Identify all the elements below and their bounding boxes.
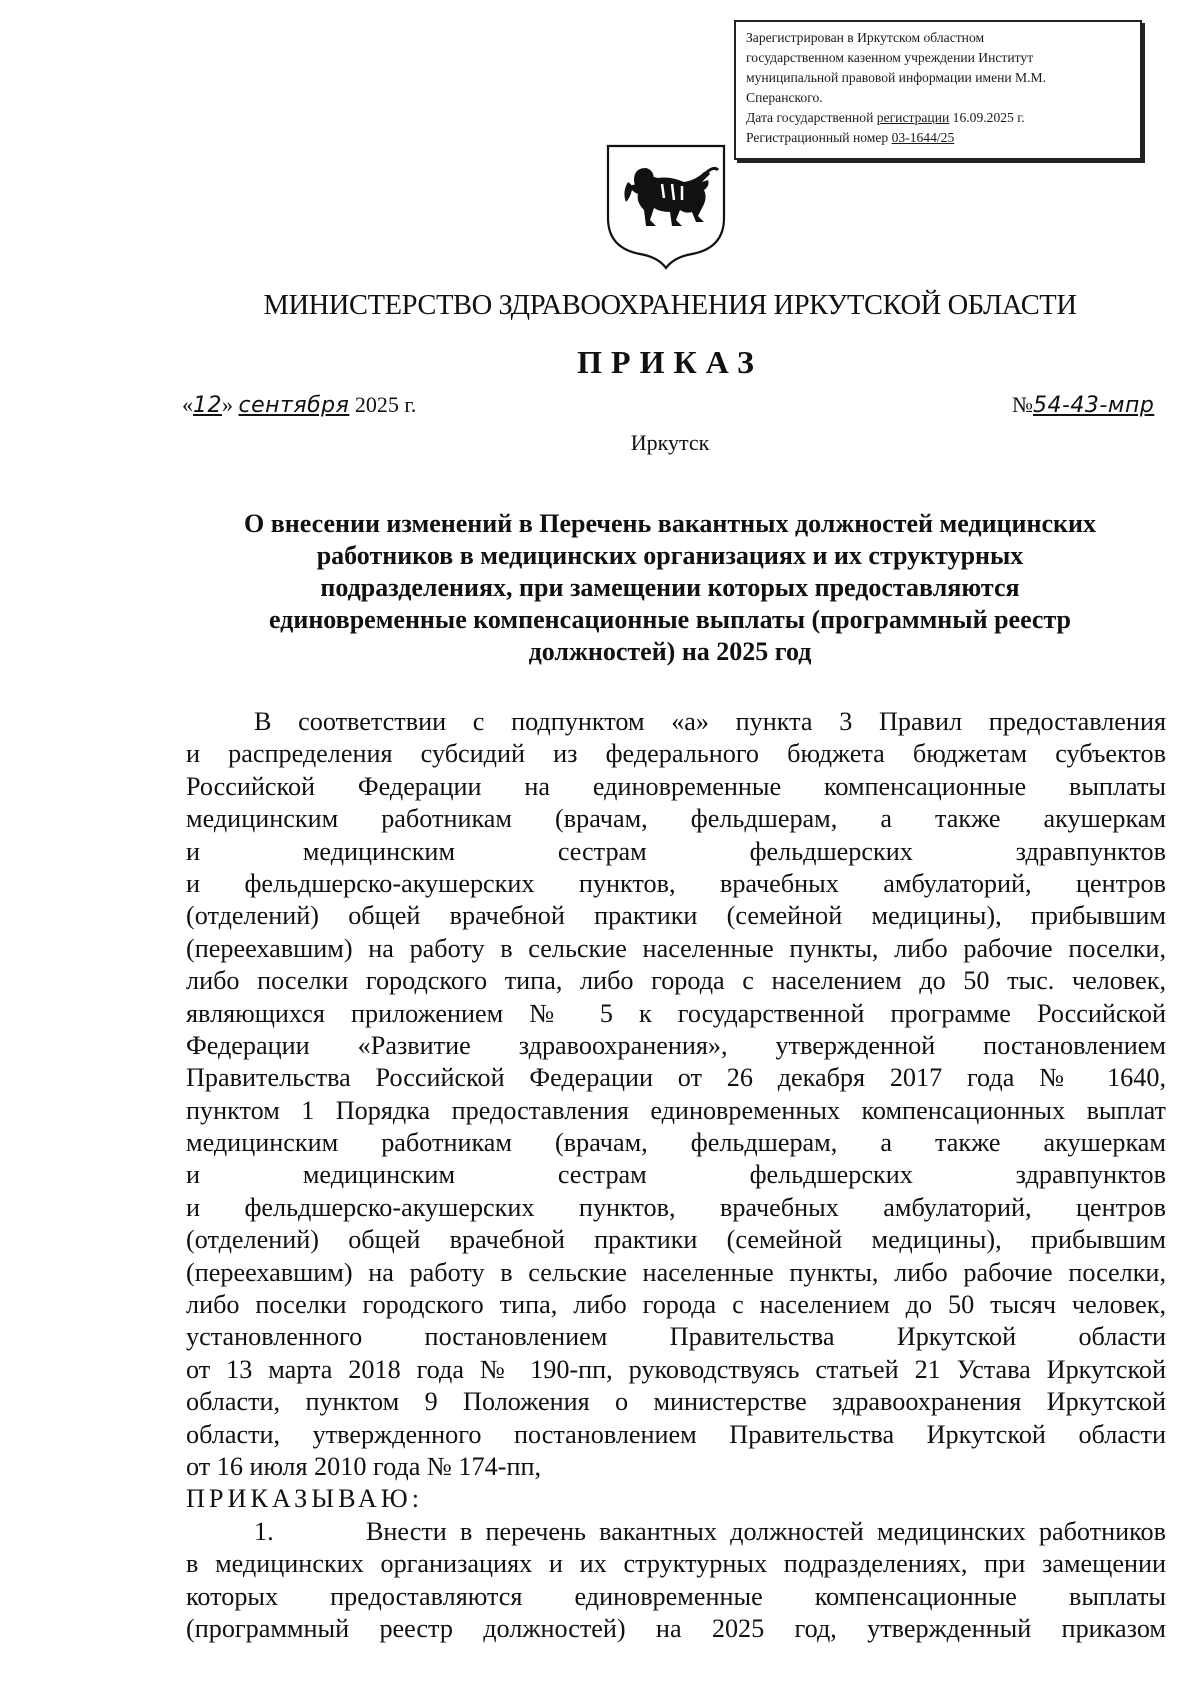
title-line: должностей) на 2025 год (528, 637, 812, 666)
title-line: подразделениях, при замещении которых предоставляются (320, 573, 1020, 602)
body-line: области, пунктом 9 Положения о министерстве здравоохранения Иркутской (186, 1387, 1166, 1417)
body-line: и распределения субсидий из федерального бюджета бюджетам субъектов (186, 739, 1166, 769)
body-line: В соответствии с подпунктом «а» пункта 3 Правил предоставления (254, 707, 1166, 736)
document-body (186, 706, 1166, 1645)
body-line: в медицинских организациях и их структурных подразделениях, при замещении (186, 1549, 1166, 1579)
date-open-quote: « (182, 392, 193, 417)
stamp-number-label: Регистрационный номер (746, 130, 892, 145)
order-word: ПРИКАЗЫВАЮ: (186, 1484, 423, 1514)
body-line: и медицинским сестрам фельдшерских здравпунктов (186, 1160, 1166, 1190)
title-line: единовременные компенсационные выплаты (программный реестр (268, 605, 1072, 634)
body-line: либо поселки городского типа, либо города с населением до 50 тыс. человек, (186, 966, 1166, 996)
document-city: Иркутск (630, 430, 710, 455)
number-sign: № (1012, 392, 1033, 417)
stamp-date-value: 16.09.2025 г. (949, 110, 1025, 125)
body-line: Российской Федерации на единовременные компенсационные выплаты (186, 771, 1166, 801)
stamp-registration-date (746, 108, 1132, 128)
body-line: от 13 марта 2018 года № 190-пп, руководствуясь статьей 21 Устава Иркутской (186, 1354, 1166, 1384)
body-line: (программный реестр должностей) на 2025 год, утвержденный приказом (186, 1613, 1166, 1643)
title-line: работников в медицинских организациях и их структурных (316, 541, 1024, 570)
date-day: 12 (193, 393, 222, 418)
order-item-text: Внести в перечень вакантных должностей медицинских работников (365, 1516, 1166, 1546)
stamp-line: государственном казенном учреждении Институт (746, 50, 1034, 65)
body-line: либо поселки городского типа, либо города с населением до 50 тысяч человек, (186, 1290, 1166, 1320)
stamp-registration-link[interactable]: регистрации (876, 110, 950, 125)
body-line: установленного постановлением Правительства Иркутской области (186, 1322, 1166, 1352)
order-item-1-first-line (186, 1516, 1166, 1548)
number-value: 54-43-мпр (1033, 393, 1155, 418)
document-type: ПРИКАЗ (577, 344, 763, 380)
date-month: сентября (238, 393, 350, 418)
body-line: являющихся приложением № 5 к государственной программе Российской (186, 998, 1166, 1028)
body-line: (отделений) общей врачебной практики (семейной медицины), прибывшим (186, 1225, 1166, 1255)
document-date (182, 392, 416, 418)
body-line: которых предоставляются единовременные компенсационные выплаты (186, 1581, 1166, 1611)
stamp-line: Сперанского. (746, 90, 823, 105)
body-line: пунктом 1 Порядка предоставления единовременных компенсационных выплат (186, 1095, 1166, 1125)
stamp-number-value: 03-1644/25 (891, 130, 955, 145)
body-line: (переехавшим) на работу в сельские населенные пункты, либо рабочие поселки, (186, 1257, 1166, 1287)
date-close-quote: » (222, 392, 233, 417)
ministry-name: МИНИСТЕРСТВО ЗДРАВООХРАНЕНИЯ ИРКУТСКОЙ ОБЛАСТИ (263, 290, 1077, 321)
body-line: (переехавшим) на работу в сельские населенные пункты, либо рабочие поселки, (186, 933, 1166, 963)
registration-stamp (734, 20, 1142, 160)
body-line: области, утвержденного постановлением Правительства Иркутской области (186, 1419, 1166, 1449)
order-item-number: 1. (254, 1516, 274, 1546)
stamp-line: Зарегистрирован в Иркутском областном (746, 30, 985, 45)
body-line: и медицинским сестрам фельдшерских здравпунктов (186, 836, 1166, 866)
body-line: Федерации «Развитие здравоохранения», утвержденной постановлением (186, 1030, 1166, 1060)
date-year: 2025 г. (349, 392, 417, 417)
body-line: медицинским работникам (врачам, фельдшерам, а также акушеркам (186, 804, 1166, 834)
title-line: О внесении изменений в Перечень вакантных должностей медицинских (243, 509, 1096, 538)
body-line: и фельдшерско-акушерских пунктов, врачебных амбулаторий, центров (186, 1192, 1166, 1222)
coat-of-arms-icon (600, 140, 732, 270)
body-line: от 16 июля 2010 года № 174-пп, (186, 1451, 542, 1481)
stamp-line: муниципальной правовой информации имени М.М. (746, 70, 1047, 85)
body-line: и фельдшерско-акушерских пунктов, врачебных амбулаторий, центров (186, 868, 1166, 898)
body-line: Правительства Российской Федерации от 26 декабря 2017 года № 1640, (186, 1063, 1166, 1093)
document-title (180, 508, 1160, 668)
body-line: медицинским работникам (врачам, фельдшерам, а также акушеркам (186, 1128, 1166, 1158)
document-number (1012, 392, 1154, 418)
stamp-date-label: Дата государственной (746, 110, 877, 125)
body-line: (отделений) общей врачебной практики (семейной медицины), прибывшим (186, 901, 1166, 931)
stamp-registration-number (746, 128, 1132, 148)
